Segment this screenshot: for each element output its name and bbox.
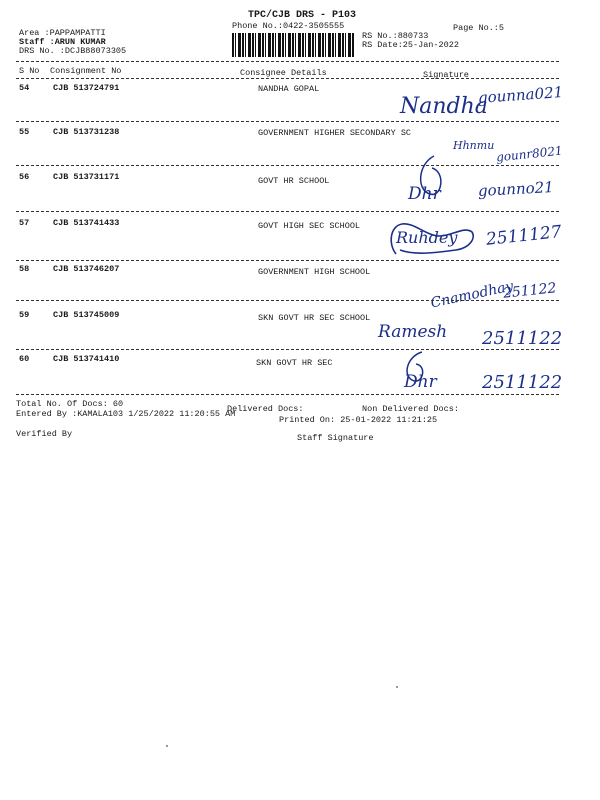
area-label: Area :PAPPAMPATTI [19,28,106,38]
row-consignment: CJB 513741410 [53,354,120,364]
row-signature: Dhr [408,184,441,204]
row-sno: 54 [19,83,30,93]
column-header-divider [16,78,559,79]
row-consignee: GOVERNMENT HIGH SCHOOL [258,267,371,277]
delivered-docs: Delivered Docs: [227,404,304,414]
row-divider [16,349,559,350]
row-sno: 60 [19,354,30,364]
row-consignment: CJB 513731238 [53,127,120,137]
row-consignee: SKN GOVT HR SEC SCHOOL [258,313,371,323]
row-divider [16,394,559,395]
row-divider [16,260,559,261]
row-divider [16,121,559,122]
row-signature-date: 251122 [502,280,558,302]
row-consignee: SKN GOVT HR SEC [256,358,333,368]
entered-by: Entered By :KAMALA103 1/25/2022 11:20:55 AM [16,409,236,419]
staff-label: Staff :ARUN KUMAR [19,37,106,47]
column-header-signature: Signature [423,70,469,80]
row-signature-date: gounna021 [477,83,564,107]
row-consignment: CJB 513746207 [53,264,120,274]
barcode-image [232,33,354,57]
row-signature: Nandha [400,94,488,119]
total-docs: Total No. Of Docs: 60 [16,399,124,409]
row-divider [16,300,559,301]
row-signature: Cnamodhay [429,278,515,312]
phone-number: Phone No.:0422-3505555 [232,21,345,31]
column-header-consignment: Consignment No [50,66,122,76]
row-consignment: CJB 513731171 [53,172,120,182]
row-sno: 59 [19,310,30,320]
scan-speck [166,745,168,747]
row-signature: Hhnmu [453,139,495,152]
non-delivered-docs: Non Delivered Docs: [362,404,459,414]
row-sno: 55 [19,127,30,137]
row-signature: Ramesh [378,322,448,342]
rs-date: RS Date:25-Jan-2022 [362,40,459,50]
sheet-title: TPC/CJB DRS - P103 [248,10,357,21]
page-number: Page No.:5 [453,23,505,33]
row-consignment: CJB 513745009 [53,310,120,320]
row-signature-date: gounno21 [477,178,555,200]
row-divider [16,211,559,212]
rs-number: RS No.:880733 [362,31,429,41]
row-sno: 58 [19,264,30,274]
printed-on: Printed On: 25-01-2022 11:21:25 [279,415,438,425]
row-signature: Dhr [404,372,437,392]
row-consignment: CJB 513724791 [53,83,120,93]
row-signature: Ruhdey [396,228,458,247]
row-consignment: CJB 513741433 [53,218,120,228]
drs-number: DRS No. :DCJB88073305 [19,46,127,56]
row-sno: 56 [19,172,30,182]
scan-speck [396,686,398,688]
row-signature-date: gounr8021 [495,143,564,165]
row-consignee: GOVERNMENT HIGHER SECONDARY SC [258,128,412,138]
row-divider [16,165,559,166]
row-consignee: GOVT HIGH SEC SCHOOL [258,221,361,231]
header-divider [16,61,559,62]
row-consignee: GOVT HR SCHOOL [258,176,330,186]
row-signature-date: 2511122 [482,372,563,393]
row-consignee: NANDHA GOPAL [258,84,320,94]
verified-by: Verified By [16,429,73,439]
row-sno: 57 [19,218,30,228]
column-header-consignee: Consignee Details [240,68,327,78]
staff-signature: Staff Signature [297,433,374,443]
row-signature-date: 2511122 [482,328,563,349]
row-signature-date: 2511127 [485,222,563,250]
column-header-sno: S No [19,66,40,76]
